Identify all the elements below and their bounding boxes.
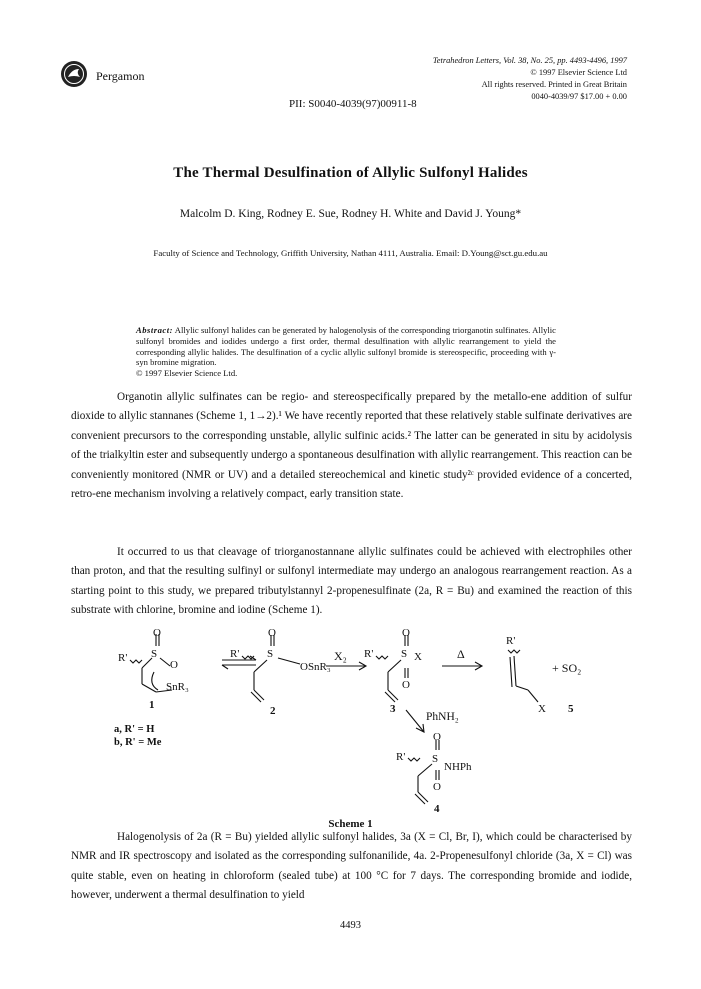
atom-o-3b: O bbox=[402, 679, 410, 691]
atom-r-5: R' bbox=[506, 635, 516, 647]
scheme-1-diagram bbox=[104, 627, 624, 815]
compound-1-label: 1 bbox=[149, 699, 155, 711]
variant-a: a, R' = H bbox=[114, 724, 155, 735]
atom-o-1b: O bbox=[170, 659, 178, 671]
abstract-label: Abstract: bbox=[136, 325, 173, 335]
body-paragraph-1 bbox=[71, 388, 632, 504]
body-paragraph-2 bbox=[71, 543, 632, 621]
body-paragraph-1-text: Organotin allylic sulfinates can be regio- and stereospecifically prepared by the metallo-ene addition of sulfur dioxide to allylic stannanes (Scheme 1, 1→2).¹ We have recently reported that these relatively stable sulfinate derivatives are convenient precursors to the corresponding unstable, allylic sulfinic acids.² The latter can be generated in situ by acidolysis of the trialkyltin ester and subsequently undergo a spontaneous desulfination with allylic rearrangement. This reaction can be conveniently monitored (NMR or UV) and a detailed stereochemical and kinetic study²ᶜ provided evidence of a concerted, retro-ene mechanism involving a relatively compact, early transition state. bbox=[71, 391, 632, 501]
body-paragraph-2-text: It occurred to us that cleavage of triorganostannane allylic sulfinates could be achieved with electrophiles other than proton, and that the resulting sulfinyl or sulfonyl intermediate may undergo an analogous rearrangement reaction. As a starting point to this study, we prepared tributylstannyl 2-propenesulfinate (2a, R = Bu) and examined the reaction of this substrate with chlorine, bromine and iodine (Scheme 1). bbox=[71, 546, 632, 617]
variant-b: b, R' = Me bbox=[114, 737, 162, 748]
atom-r-1: R' bbox=[118, 652, 128, 664]
body-paragraph-3-text: Halogenolysis of 2a (R = Bu) yielded allylic sulfonyl halides, 3a (X = Cl, Br, I), which could be characterised by NMR and IR spectroscopy and isolated as the corresponding sulfonanilide, 4a. 2-Propenesulfonyl chloride (3a, X = Cl) was quite stable, even on heating in chloroform (sealed tube) at 100 °C for 7 days. The corresponding bromide and iodide, however, underwent a thermal desulfination to yield bbox=[71, 831, 632, 902]
authors: Malcolm D. King, Rodney E. Sue, Rodney H. White and David J. Young* bbox=[179, 208, 522, 220]
atom-o-4a: O bbox=[433, 731, 441, 743]
atom-o-3a: O bbox=[402, 627, 410, 639]
atom-o-4b: O bbox=[433, 781, 441, 793]
atom-o-2: O bbox=[268, 627, 276, 639]
rights-line: All rights reserved. Printed in Great Britain bbox=[481, 80, 627, 89]
atom-r-3: R' bbox=[364, 648, 374, 660]
compound-4-label: 4 bbox=[434, 803, 440, 815]
atom-s-1: S bbox=[151, 648, 158, 660]
atom-s-3: S bbox=[401, 648, 408, 660]
atom-s-2: S bbox=[267, 648, 274, 660]
publisher-name: Pergamon bbox=[96, 69, 145, 83]
byproduct-so2: + SO₂ bbox=[552, 661, 582, 675]
compound-2-label: 2 bbox=[270, 705, 276, 717]
heat-symbol: Δ bbox=[457, 647, 465, 661]
abstract bbox=[136, 325, 556, 379]
journal-citation: Tetrahedron Letters, Vol. 38, No. 25, pp. 4493-4496, 1997 bbox=[432, 56, 627, 65]
pergamon-logo bbox=[60, 60, 88, 88]
copyright-line: © 1997 Elsevier Science Ltd bbox=[530, 68, 627, 77]
reagent-phnh2: PhNH₂ bbox=[426, 711, 459, 723]
pii: PII: S0040-4039(97)00911-8 bbox=[289, 98, 417, 110]
group-nhph: NHPh bbox=[444, 761, 472, 773]
article-title: The Thermal Desulfination of Allylic Sulfonyl Halides bbox=[173, 165, 528, 181]
body-paragraph-3 bbox=[71, 828, 632, 906]
atom-o-1a: O bbox=[153, 627, 161, 639]
atom-x-3: X bbox=[414, 651, 422, 663]
page-number: 4493 bbox=[340, 920, 361, 931]
atom-r-4: R' bbox=[396, 751, 406, 763]
group-snr3: SnR₃ bbox=[166, 681, 189, 693]
abstract-copyright: © 1997 Elsevier Science Ltd. bbox=[136, 368, 238, 379]
group-osnr3: OSnR₃ bbox=[300, 661, 331, 673]
compound-3-label: 3 bbox=[390, 703, 396, 715]
issn-line: 0040-4039/97 $17.00 + 0.00 bbox=[531, 92, 627, 101]
atom-x-5: X bbox=[538, 703, 546, 715]
atom-s-4: S bbox=[432, 753, 439, 765]
scheme-caption: Scheme 1 bbox=[328, 818, 373, 830]
atom-r-2: R' bbox=[230, 648, 240, 660]
reagent-x2: X₂ bbox=[334, 649, 347, 663]
affiliation: Faculty of Science and Technology, Griffith University, Nathan 4111, Australia. Email: D.Young@sct.gu.edu.au bbox=[153, 248, 548, 258]
abstract-text: Allylic sulfonyl halides can be generated by halogenolysis of the corresponding triorganotin sulfinates. Allylic sulfonyl bromides and iodides undergo a first order, thermal desulfination with allylic rearrangement to yield the corresponding allylic halides. The desulfination of a cyclic allylic sulfonyl bromide is stereospecific, proceeding with γ-syn bromine migration. bbox=[136, 325, 556, 368]
compound-5-label: 5 bbox=[568, 703, 574, 715]
